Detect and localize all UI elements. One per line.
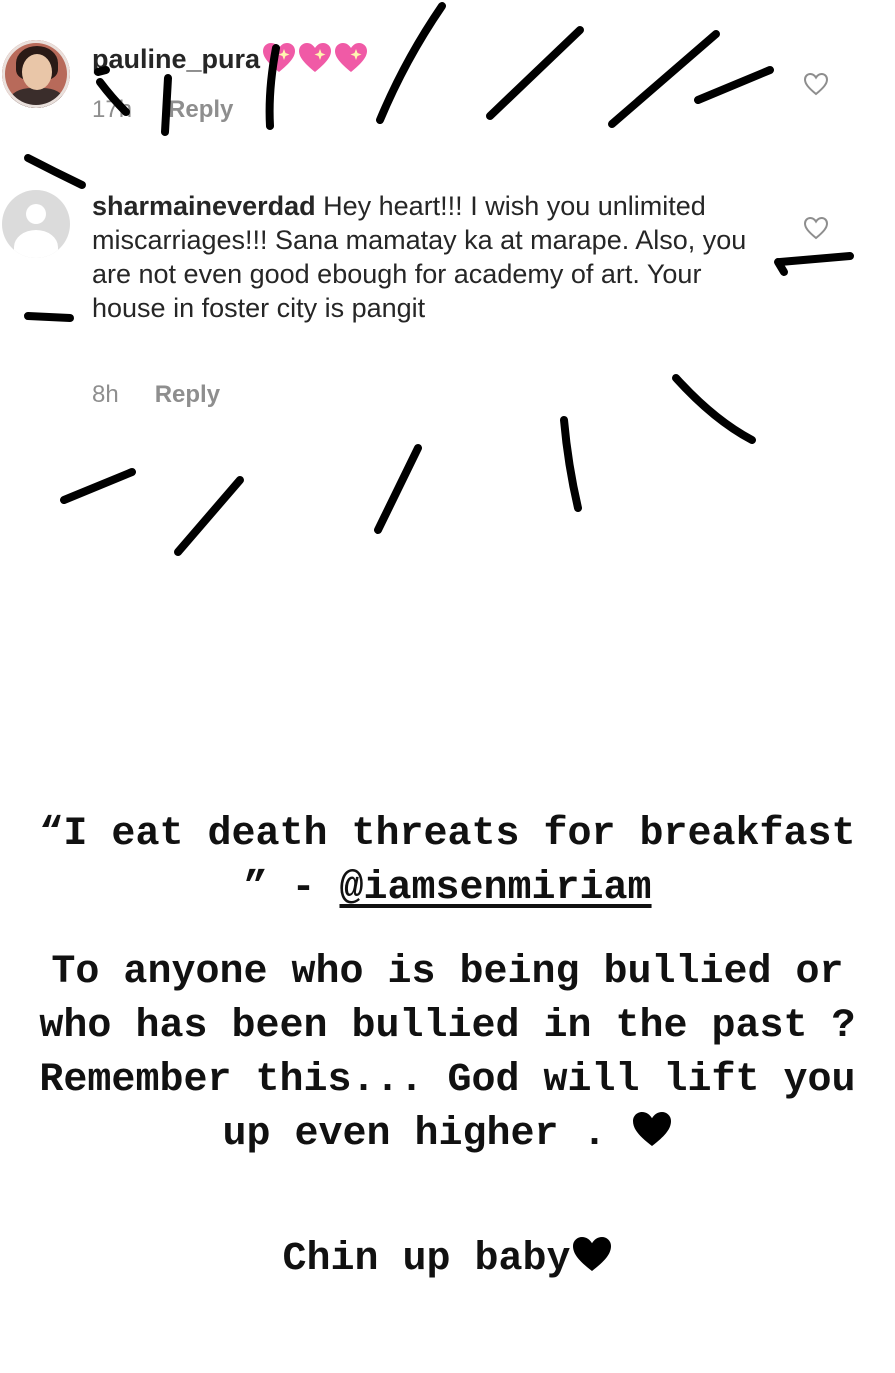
commenter-avatar-photo[interactable]	[2, 40, 70, 108]
comment-1-emoji	[260, 44, 368, 74]
commenter-avatar-default[interactable]	[2, 190, 70, 258]
black-heart-icon	[571, 1235, 613, 1273]
comment-2-meta	[92, 381, 220, 409]
sparkling-heart-icon	[334, 42, 368, 74]
story-signoff	[20, 1232, 875, 1288]
sparkling-heart-icon	[298, 42, 332, 74]
comment-2	[92, 189, 772, 325]
comment-2-reply-button[interactable]: Reply	[154, 381, 221, 408]
comment-1	[92, 42, 368, 76]
scribble-stroke	[178, 480, 240, 552]
scribble-stroke	[28, 316, 70, 318]
comment-1-username[interactable]: pauline_pura	[92, 44, 261, 74]
black-heart-icon	[631, 1110, 673, 1148]
comment-1-meta	[92, 96, 233, 124]
scribble-stroke	[380, 6, 442, 120]
scribble-stroke	[564, 420, 578, 508]
comment-2-body: Hey heart!!! I wish you unlimited miscarriages!!! Sana mamatay ka at marape. Also, you are not even good ebough for academy of art. Your house in foster city is pangit	[92, 191, 747, 323]
scribble-stroke	[28, 158, 82, 185]
mention-link[interactable]: @iamsenmiriam	[339, 866, 652, 911]
story-message	[20, 946, 875, 1162]
scribble-stroke	[612, 34, 716, 124]
comment-1-time: 17h	[92, 96, 133, 123]
comment-2-time: 8h	[92, 381, 119, 408]
scribble-stroke	[778, 262, 784, 272]
story-quote	[20, 808, 875, 916]
scribble-stroke	[780, 256, 850, 262]
comment-1-reply-button[interactable]: Reply	[168, 96, 234, 123]
like-heart-icon[interactable]	[803, 216, 829, 240]
scribble-stroke	[64, 472, 132, 500]
signoff-text: Chin up baby	[282, 1237, 571, 1282]
sparkling-heart-icon	[262, 42, 296, 74]
scribble-stroke	[676, 378, 752, 440]
like-heart-icon[interactable]	[803, 72, 829, 96]
message-text: To anyone who is being bullied or who has been bullied in the past ? Remember this... God will lift you up even higher .	[39, 950, 856, 1157]
scribble-stroke	[378, 448, 418, 530]
scribble-stroke	[698, 70, 770, 100]
comment-2-username[interactable]: sharmaineverdad	[92, 191, 316, 221]
scribble-stroke	[490, 30, 580, 116]
quote-text: “I eat death threats for breakfast ” -	[39, 812, 856, 911]
